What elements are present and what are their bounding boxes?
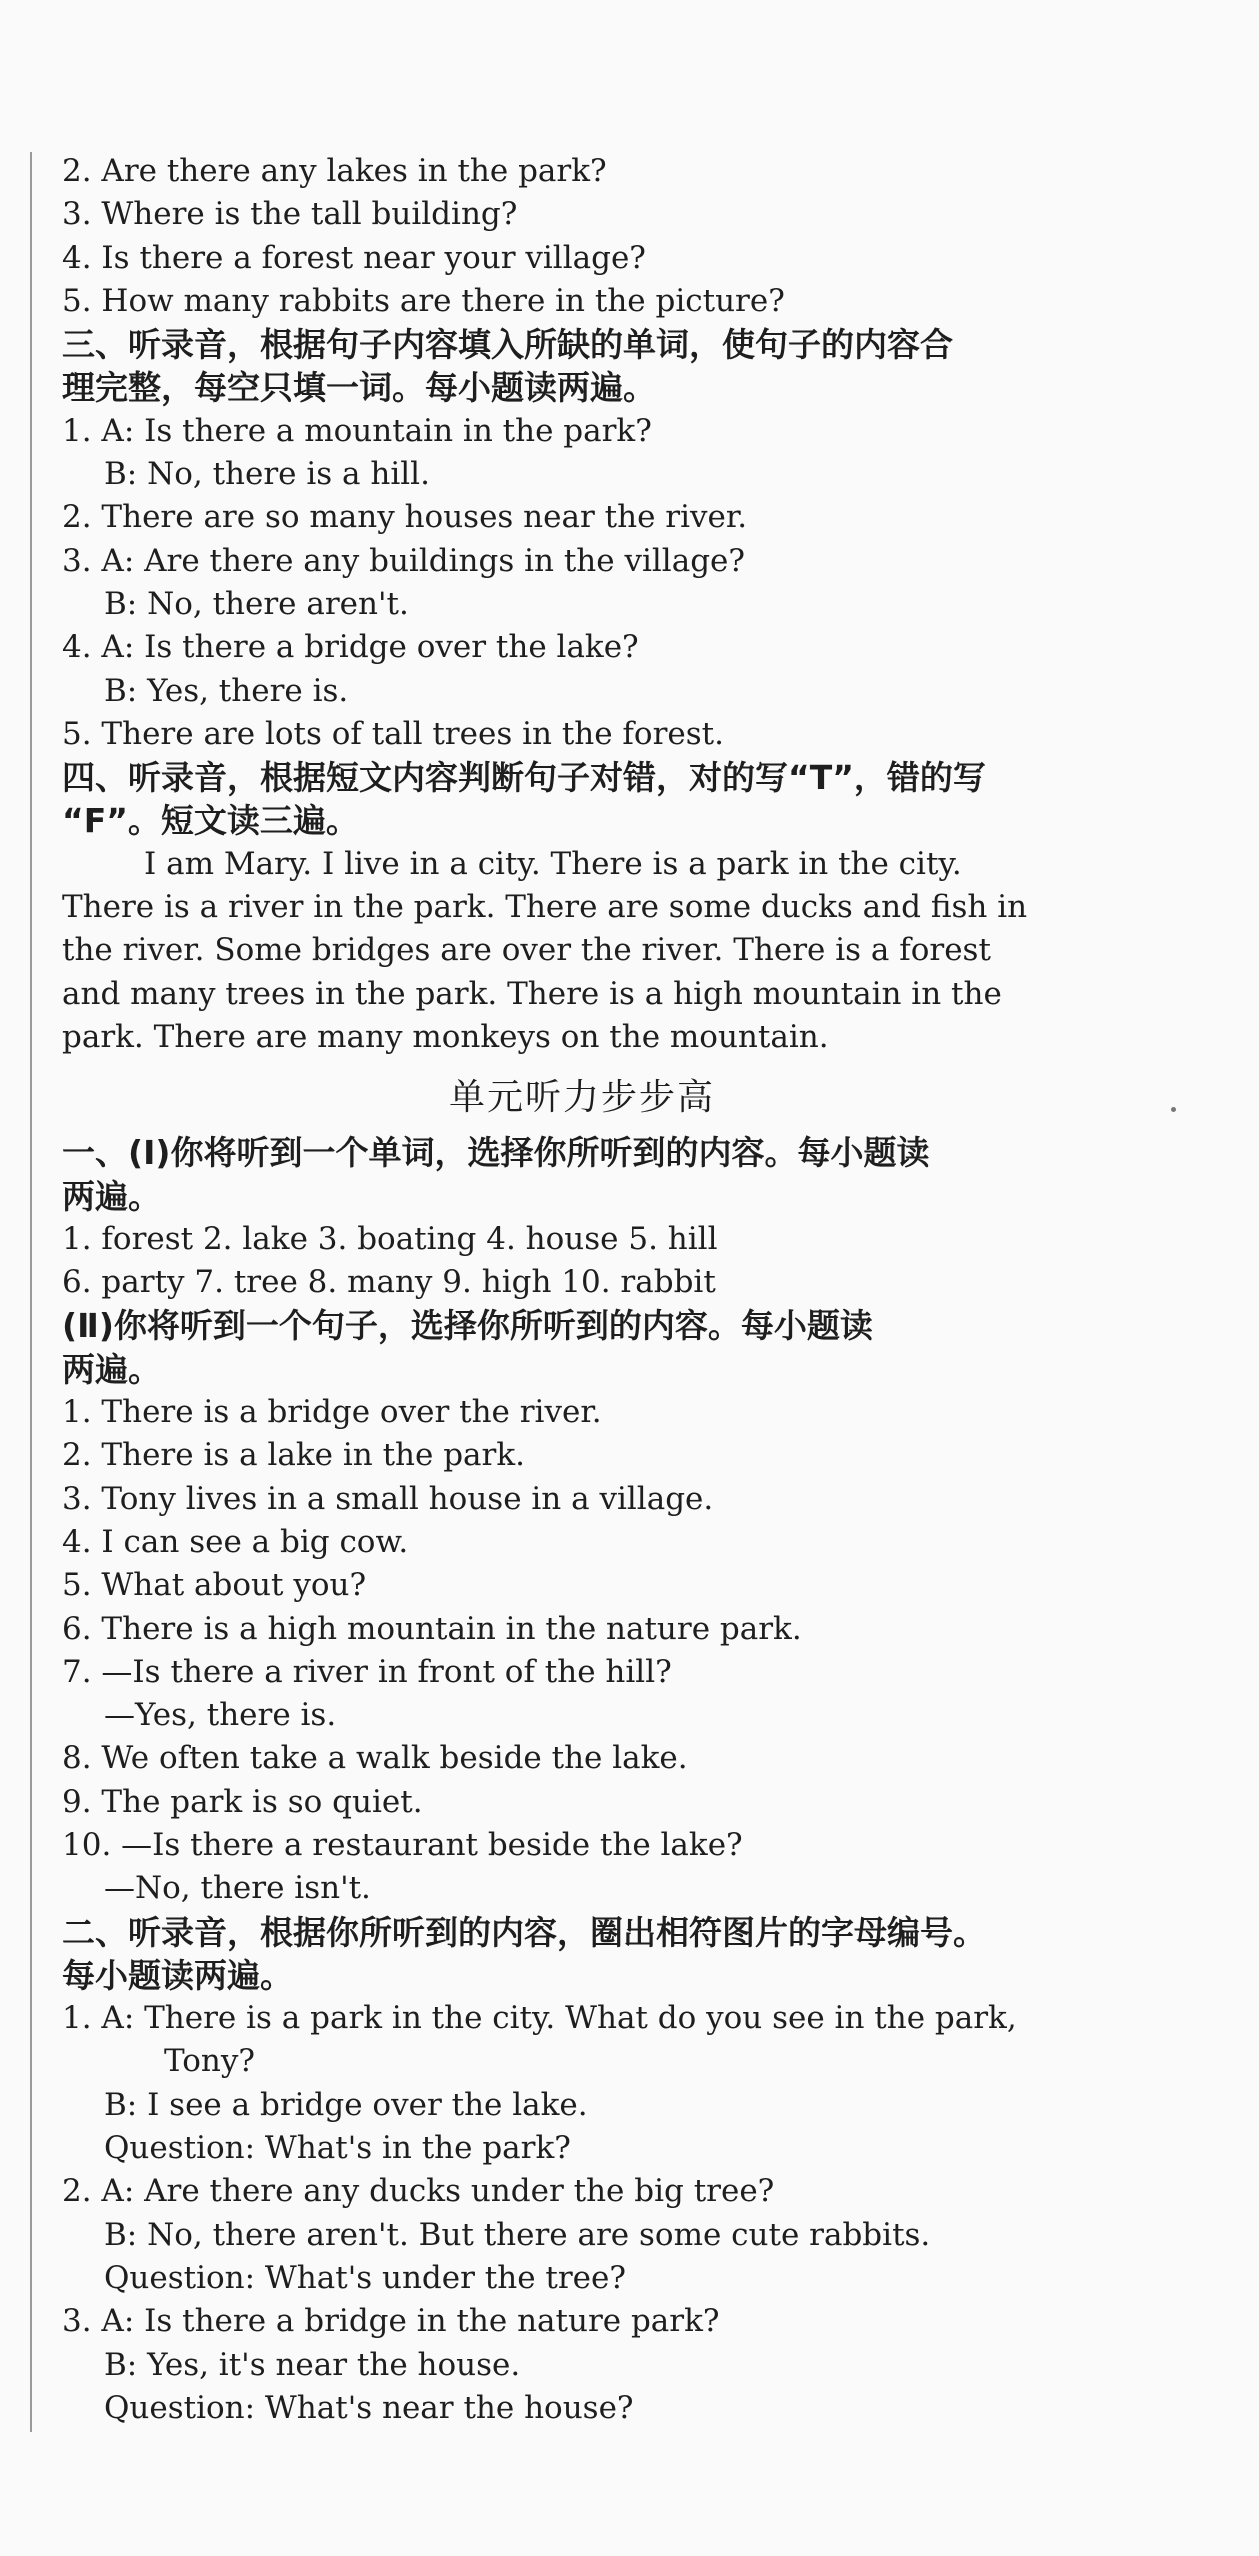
transcript-line: 10. —Is there a restaurant beside the lake? — [62, 1826, 743, 1863]
question-heading: 两遍。 — [62, 1349, 161, 1389]
transcript-line: B: No, there is a hill. — [104, 456, 430, 493]
question-heading: 四、听录音，根据短文内容判断句子对错，对的写“T”，错的写 — [62, 758, 986, 798]
transcript-line: Question: What's near the house? — [104, 2389, 634, 2426]
transcript-line: I am Mary. I live in a city. There is a park in the city. — [144, 845, 962, 882]
transcript-line: 1. forest 2. lake 3. boating 4. house 5. hill — [62, 1220, 718, 1257]
transcript-line: 3. A: Is there a bridge in the nature park? — [62, 2303, 720, 2340]
question-heading: 每小题读两遍。 — [62, 1955, 293, 1995]
transcript-line: Question: What's in the park? — [104, 2130, 571, 2167]
question-heading: 一、(Ⅰ)你将听到一个单词，选择你所听到的内容。每小题读 — [62, 1133, 930, 1173]
transcript-line: 2. There is a lake in the park. — [62, 1437, 525, 1474]
transcript-line: B: Yes, there is. — [104, 672, 349, 709]
transcript-line: 9. The park is so quiet. — [62, 1783, 423, 1820]
transcript-line: There is a river in the park. There are some ducks and fish in — [62, 889, 1028, 926]
transcript-line: 3. Where is the tall building? — [62, 196, 518, 233]
listening-transcript-bottom — [62, 1131, 1102, 2430]
document-page — [62, 150, 1102, 2430]
transcript-line: 1. A: Is there a mountain in the park? — [62, 412, 652, 449]
transcript-line: 1. There is a bridge over the river. — [62, 1394, 602, 1431]
transcript-line: 5. How many rabbits are there in the picture? — [62, 282, 785, 319]
margin-rule — [30, 152, 32, 2432]
transcript-line: Question: What's under the tree? — [104, 2259, 626, 2296]
transcript-line: 2. There are so many houses near the river. — [62, 499, 748, 536]
transcript-line: 3. Tony lives in a small house in a village. — [62, 1480, 714, 1517]
transcript-line: 6. party 7. tree 8. many 9. high 10. rabbit — [62, 1264, 716, 1301]
transcript-line: 4. I can see a big cow. — [62, 1523, 409, 1560]
question-heading: (Ⅱ)你将听到一个句子，选择你所听到的内容。每小题读 — [62, 1306, 873, 1346]
listening-transcript-top — [62, 150, 1102, 1059]
transcript-line: B: I see a bridge over the lake. — [104, 2086, 588, 2123]
transcript-line: 1. A: There is a park in the city. What do you see in the park, — [62, 2000, 1017, 2037]
transcript-line: 5. There are lots of tall trees in the forest. — [62, 715, 724, 752]
question-heading: 两遍。 — [62, 1176, 161, 1216]
transcript-line: B: No, there aren't. — [104, 585, 409, 622]
transcript-line: and many trees in the park. There is a high mountain in the — [62, 975, 1002, 1012]
transcript-line: Tony? — [164, 2043, 256, 2080]
transcript-line: the river. Some bridges are over the river. There is a forest — [62, 932, 991, 969]
transcript-line: —No, there isn't. — [104, 1870, 371, 1907]
transcript-line: 3. A: Are there any buildings in the village? — [62, 542, 745, 579]
transcript-line: 7. —Is there a river in front of the hill? — [62, 1653, 672, 1690]
question-heading: 三、听录音，根据句子内容填入所缺的单词，使句子的内容合 — [62, 325, 953, 365]
question-heading: 理完整，每空只填一词。每小题读两遍。 — [62, 368, 656, 408]
transcript-line: —Yes, there is. — [104, 1697, 337, 1734]
question-heading: “F”。短文读三遍。 — [62, 801, 359, 841]
transcript-line: 8. We often take a walk beside the lake. — [62, 1740, 688, 1777]
section-title: 单元听力步步高 — [448, 1077, 715, 1119]
transcript-line: 4. A: Is there a bridge over the lake? — [62, 629, 639, 666]
page-speck — [1171, 1107, 1176, 1112]
transcript-line: 2. Are there any lakes in the park? — [62, 153, 607, 189]
transcript-line: 4. Is there a forest near your village? — [62, 239, 646, 276]
transcript-line: B: Yes, it's near the house. — [104, 2346, 521, 2383]
transcript-line: 6. There is a high mountain in the nature park. — [62, 1610, 802, 1647]
transcript-line: park. There are many monkeys on the mountain. — [62, 1018, 829, 1055]
transcript-line: 5. What about you? — [62, 1567, 367, 1604]
transcript-line: B: No, there aren't. But there are some cute rabbits. — [104, 2216, 931, 2253]
question-heading: 二、听录音，根据你所听到的内容，圈出相符图片的字母编号。 — [62, 1912, 986, 1952]
transcript-line: 2. A: Are there any ducks under the big tree? — [62, 2173, 775, 2210]
